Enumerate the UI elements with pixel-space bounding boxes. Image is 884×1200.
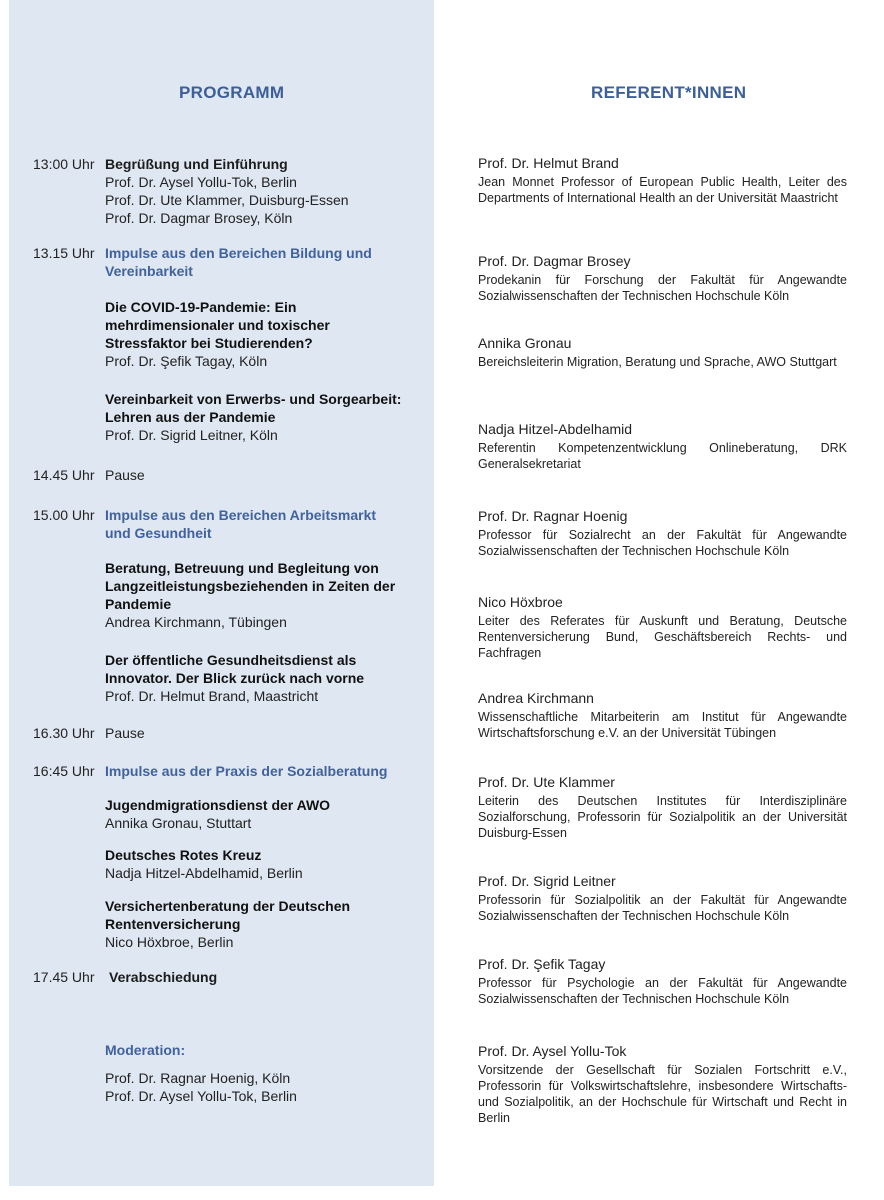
session-time: 13:00 Uhr <box>33 156 95 172</box>
speaker-description: Wissenschaftliche Mitarbeiterin am Institut für Angewandte Wirtschaftsforschung e.V. an der Universität Tübingen <box>478 710 847 740</box>
talk-speaker: Prof. Dr. Şefik Tagay, Köln <box>105 353 268 369</box>
speaker-entry <box>478 334 847 370</box>
talk-item <box>105 651 380 705</box>
speaker-name: Prof. Dr. Ragnar Hoenig <box>478 508 628 524</box>
session-time: 16:45 Uhr <box>33 763 95 779</box>
speaker-entry <box>478 872 847 924</box>
talk-speaker: Nadja Hitzel-Abdelhamid, Berlin <box>105 865 303 881</box>
speaker-entry <box>478 689 847 741</box>
talk-title: Versichertenberatung der Deutschen Rentenversicherung <box>105 898 351 932</box>
session-time: 16.30 Uhr <box>33 725 95 741</box>
speaker-entry <box>478 154 847 206</box>
moderation-label: Moderation: <box>105 1042 186 1058</box>
speaker-entry <box>478 1042 847 1126</box>
session-speaker: Prof. Dr. Dagmar Brosey, Köln <box>105 210 293 226</box>
speaker-name: Prof. Dr. Dagmar Brosey <box>478 253 631 269</box>
speaker-name: Nico Höxbroe <box>478 594 563 610</box>
speaker-description: Professor für Sozialrecht an der Fakultät für Angewandte Sozialwissenschaften der Technischen Hochschule Köln <box>478 528 847 558</box>
session-speaker: Prof. Dr. Aysel Yollu-Tok, Berlin <box>105 174 297 190</box>
talk-item <box>105 846 405 882</box>
speaker-name: Andrea Kirchmann <box>478 690 594 706</box>
program-heading: PROGRAMM <box>179 83 285 102</box>
session-time: 13.15 Uhr <box>33 245 95 261</box>
moderator-name: Prof. Dr. Ragnar Hoenig, Köln <box>105 1070 291 1086</box>
speaker-name: Annika Gronau <box>478 335 572 351</box>
speaker-entry <box>478 507 847 559</box>
moderation-list <box>105 1069 405 1105</box>
session-time: 14.45 Uhr <box>33 467 95 483</box>
session-speaker: Prof. Dr. Ute Klammer, Duisburg-Essen <box>105 192 349 208</box>
speaker-description: Professor für Psychologie an der Fakultät für Angewandte Sozialwissenschaften der Technischen Hochschule Köln <box>478 976 847 1006</box>
talk-item <box>105 298 405 370</box>
speaker-description: Bereichsleiterin Migration, Beratung und Sprache, AWO Stuttgart <box>478 355 837 369</box>
speaker-name: Nadja Hitzel-Abdelhamid <box>478 421 633 437</box>
session-heading: Pause <box>105 467 145 483</box>
session-time: 15.00 Uhr <box>33 507 95 523</box>
speaker-entry <box>478 773 847 841</box>
talk-speaker: Andrea Kirchmann, Tübingen <box>105 614 287 630</box>
talk-speaker: Prof. Dr. Helmut Brand, Maastricht <box>105 688 319 704</box>
speaker-entry <box>478 252 847 304</box>
talk-title: Deutsches Rotes Kreuz <box>105 847 262 863</box>
talk-speaker: Nico Höxbroe, Berlin <box>105 934 234 950</box>
session-heading: Impulse aus der Praxis der Sozialberatung <box>105 763 388 779</box>
talk-item <box>105 390 405 444</box>
talk-item <box>105 897 375 951</box>
speaker-description: Leiter des Referates für Auskunft und Beratung, Deutsche Rentenversicherung Bund, Geschäftsbereich Rechts- und Fachfragen <box>478 614 847 660</box>
talk-title: Beratung, Betreuung und Begleitung von Langzeitleistungsbeziehenden in Zeiten der Pandemie <box>105 560 396 612</box>
speaker-name: Prof. Dr. Sigrid Leitner <box>478 873 616 889</box>
speaker-description: Leiterin des Deutschen Institutes für Interdisziplinäre Sozialforschung, Professorin für Sozialpolitik an der Universität Duisburg-Essen <box>478 794 847 840</box>
moderator-name: Prof. Dr. Aysel Yollu-Tok, Berlin <box>105 1088 297 1104</box>
talk-title: Jugendmigrationsdienst der AWO <box>105 797 331 813</box>
speaker-description: Vorsitzende der Gesellschaft für Sozialen Fortschritt e.V., Professorin für Volkswirtschaftslehre, insbesondere Wirtschafts- und Sozialpolitik, an der Hochschule für Wirtschaft und Recht in Berlin <box>478 1063 847 1125</box>
session-heading: Impulse aus den Bereichen Arbeitsmarkt und Gesundheit <box>105 507 377 541</box>
speaker-entry <box>478 420 847 472</box>
session-time: 17.45 Uhr <box>33 969 95 985</box>
speaker-name: Prof. Dr. Helmut Brand <box>478 155 619 171</box>
talk-item <box>105 796 405 832</box>
talk-item <box>105 559 405 631</box>
speaker-description: Referentin Kompetenzentwicklung Onlineberatung, DRK Generalsekretariat <box>478 441 847 471</box>
talk-title: Die COVID-19-Pandemie: Ein mehrdimensionaler und toxischer Stressfaktor bei Studierenden? <box>105 299 330 351</box>
talk-title: Der öffentliche Gesundheitsdienst als Innovator. Der Blick zurück nach vorne <box>105 652 365 686</box>
session-heading: Begrüßung und Einführung <box>105 156 288 172</box>
talk-title: Vereinbarkeit von Erwerbs- und Sorgearbeit: Lehren aus der Pandemie <box>105 391 402 425</box>
speaker-description: Professorin für Sozialpolitik an der Fakultät für Angewandte Sozialwissenschaften der Technischen Hochschule Köln <box>478 893 847 923</box>
speaker-entry <box>478 955 847 1007</box>
speaker-name: Prof. Dr. Ute Klammer <box>478 774 615 790</box>
speakers-heading: REFERENT*INNEN <box>591 83 747 102</box>
speaker-description: Prodekanin für Forschung der Fakultät für Angewandte Sozialwissenschaften der Technischen Hochschule Köln <box>478 273 847 303</box>
speaker-description: Jean Monnet Professor of European Public Health, Leiter des Departments of International Health an der Universität Maastricht <box>478 175 847 205</box>
speaker-entry <box>478 593 847 661</box>
talk-speaker: Prof. Dr. Sigrid Leitner, Köln <box>105 427 278 443</box>
session-heading: Pause <box>105 725 145 741</box>
session-welcome <box>105 155 405 227</box>
talk-speaker: Annika Gronau, Stuttart <box>105 815 252 831</box>
speaker-name: Prof. Dr. Şefik Tagay <box>478 956 606 972</box>
session-heading: Impulse aus den Bereichen Bildung und Vereinbarkeit <box>105 245 372 279</box>
session-heading: Verabschiedung <box>109 969 218 985</box>
speaker-name: Prof. Dr. Aysel Yollu-Tok <box>478 1043 627 1059</box>
